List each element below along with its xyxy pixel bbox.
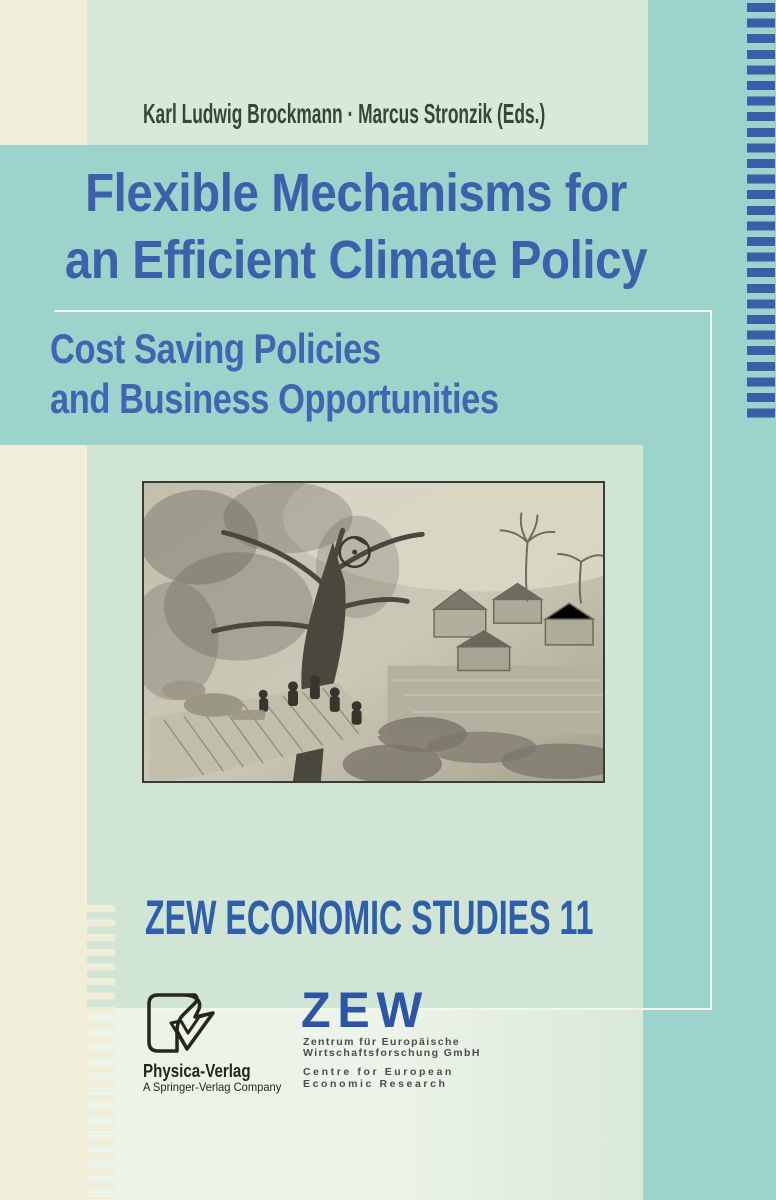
flood-scene-illustration	[144, 483, 603, 781]
pv-monogram-icon	[143, 991, 221, 1058]
cover-photo	[142, 481, 605, 783]
subtitle-line-1: Cost Saving Policies	[50, 325, 381, 372]
title-line-1: Flexible Mechanisms for	[85, 163, 627, 223]
subtitle-line-2: and Business Opportunities	[50, 375, 499, 422]
book-subtitle	[50, 324, 499, 424]
zew-english-line-2: Economic Research	[303, 1077, 448, 1090]
zew-wordmark: ZEW	[301, 982, 430, 1038]
zew-german-line-1: Zentrum für Europäische	[303, 1036, 461, 1048]
book-title	[43, 160, 670, 294]
publisher-name: Physica-Verlag	[143, 1061, 251, 1081]
publisher-tagline: A Springer-Verlag Company	[143, 1080, 282, 1094]
authors-line: Karl Ludwig Brockmann · Marcus Stronzik (Eds.)	[143, 98, 546, 129]
zew-english-name	[303, 1067, 454, 1090]
zew-english-line-1: Centre for European	[303, 1066, 454, 1078]
zew-german-line-2: Wirtschaftsforschung GmbH	[303, 1046, 481, 1059]
comb-transition-pattern	[87, 905, 115, 1200]
title-line-2: an Efficient Climate Policy	[64, 230, 648, 290]
physica-verlag-logo-icon	[143, 991, 221, 1058]
zew-german-name	[303, 1037, 481, 1059]
blue-dash-column	[747, 3, 775, 424]
pinstripe-top-line	[54, 310, 712, 312]
series-title: ZEW ECONOMIC STUDIES 11	[145, 892, 594, 945]
pinstripe-right-line	[710, 310, 712, 1010]
